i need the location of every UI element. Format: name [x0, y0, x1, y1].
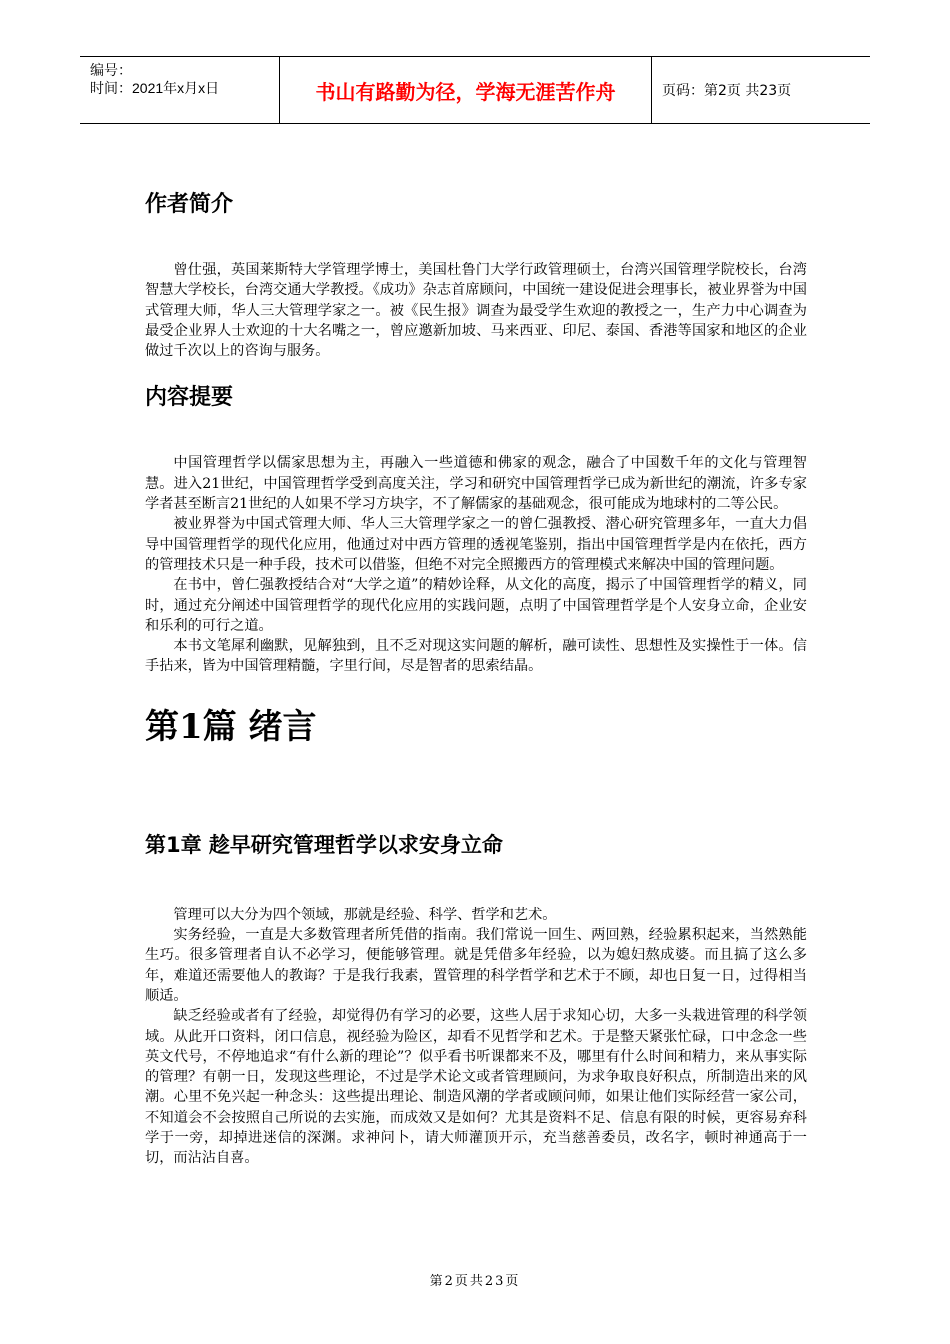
summary-paragraph: 中国管理哲学以儒家思想为主，再融入一些道德和佛家的观念，融合了中国数千年的文化与管理智慧。进入21世纪，中国管理哲学受到高度关注，学习和研究中国管理哲学已成为新世纪的潮流，许多专家学者甚至断言21世纪的人如果不学习方块字，不了解儒家的基础观念，很可能成为地球村的二等公民。 [145, 455, 807, 513]
page-header [80, 56, 870, 124]
chapter-paragraph: 缺乏经验或者有了经验，却觉得仍有学习的必要，这些人居于求知心切，大多一头栽进管理的科学领域。从此开口资料，闭口信息，视经验为险区，却看不见哲学和艺术。于是整天紧张忙碌，口中念念一些英文代号，不停地追求“有什么新的理论”？似乎看书听课都来不及，哪里有什么时间和精力，来从事实际的管理？有朝一日，发现这些理论，不过是学术论文或者管理顾问，为求争取良好积点，所制造出来的风潮。心里不免兴起一种念头：这些提出理论、制造风潮的学者或顾问师，如果让他们实际经营一家公司，不知道会不会按照自己所说的去实施，而成效又是如何？尤其是资料不足、信息有限的时候，更容易弃科学于一旁，却掉进迷信的深渊。求神问卜，请大师灌顶开示，充当慈善委员，改名字，顿时神通高于一切，而沾沾自喜。 [145, 1008, 807, 1167]
section-title-author: 作者简介 [145, 192, 234, 217]
document-body [145, 190, 807, 1169]
summary-paragraph: 本书文笔犀利幽默，见解独到，且不乏对现这实问题的解析，融可读性、思想性及实操性于一体。信手拈来，皆为中国管理精髓，字里行间，尽是智者的思索结晶。 [145, 638, 807, 675]
author-paragraph: 曾仕强，英国莱斯特大学管理学博士，美国杜鲁门大学行政管理硕士，台湾兴国管理学院校长，台湾智慧大学校长，台湾交通大学教授。《成功》杂志首席顾问，中国统一建设促进会理事长，被业界誉为中国式管理大师，华人三大管理学家之一。被《民生报》调查为最受学生欢迎的教授之一，生产力中心调查为最受企业界人士欢迎的十大名嘴之一，曾应邀新加坡、马来西亚、印尼、泰国、香港等国家和地区的企业做过千次以上的咨询与服务。 [145, 262, 807, 360]
page-footer: 第2页共23页 [429, 1274, 521, 1289]
chapter-title: 第1章 趁早研究管理哲学以求安身立命 [145, 832, 503, 857]
header-motto: 书山有路勤为径，学海无涯苦作舟 [280, 57, 652, 123]
chapter-paragraph: 实务经验，一直是大多数管理者所凭借的指南。我们常说一回生、两回熟，经验累积起来，当然熟能生巧。很多管理者自认不必学习，便能够管理。就是凭借多年经验，以为媳妇熬成婆。而且搞了这么多年，难道还需要他人的教诲？于是我行我素，置管理的科学哲学和艺术于不顾，却也日复一日，过得相当顺适。 [145, 927, 807, 1004]
document-time: 时间：2021年x月x日 [90, 80, 220, 96]
document-number-label: 编号： [90, 62, 132, 78]
summary-paragraph: 被业界誉为中国式管理大师、华人三大管理学家之一的曾仁强教授、潜心研究管理多年，一直大力倡导中国管理哲学的现代化应用，他通过对中西方管理的透视笔鉴别，指出中国管理哲学是内在依托，西方的管理技术只是一种手段，技术可以借鉴，但绝不对完全照搬西方的管理模式来解决中国的管理问题。 [145, 516, 807, 573]
part-title: 第1篇 绪言 [145, 706, 317, 747]
section-title-summary: 内容提要 [145, 385, 234, 411]
header-meta [80, 57, 280, 123]
header-page-info: 页码：第2页 共23页 [662, 83, 792, 99]
summary-paragraph: 在书中，曾仁强教授结合对“大学之道”的精妙诠释，从文化的高度，揭示了中国管理哲学的精义，同时，通过充分阐述中国管理哲学的现代化应用的实践问题，点明了中国管理哲学是个人安身立命，企业安和乐利的可行之道。 [145, 577, 807, 634]
chapter-paragraph: 管理可以大分为四个领域，那就是经验、科学、哲学和艺术。 [173, 906, 557, 923]
